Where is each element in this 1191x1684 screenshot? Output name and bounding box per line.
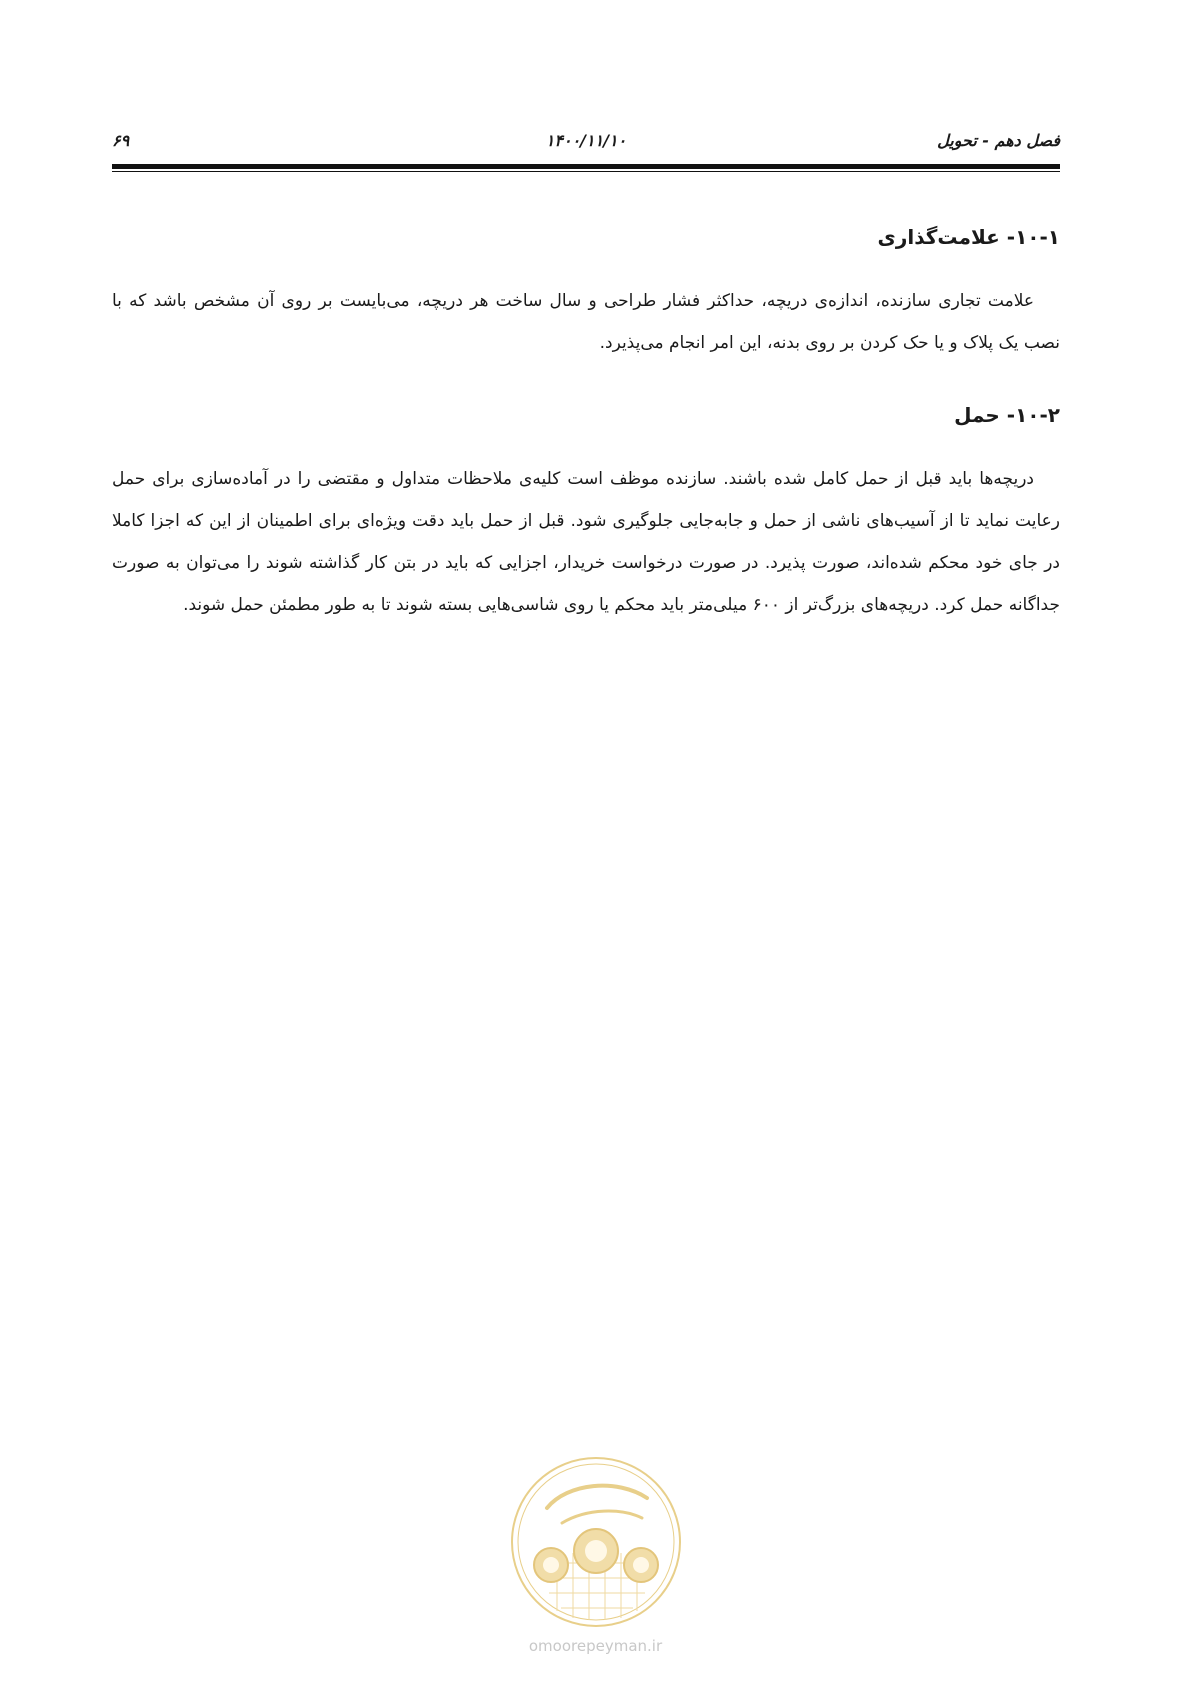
page-number: ۶۹	[112, 131, 130, 150]
section-heading-transport: ۱۰-۲- حمل	[954, 403, 1060, 427]
header-date: ۱۴۰۰/۱۱/۱۰	[545, 131, 627, 150]
chapter-title: فصل دهم - تحویل	[937, 131, 1060, 150]
section-paragraph-marking: علامت تجاری سازنده، اندازه‌ی دریچه، حداکثر فشار طراحی و سال ساخت هر دریچه، می‌بایست بر روی آن مشخص باشد که با نصب یک پلاک و یا حک کردن بر روی بدنه، این امر انجام می‌پذیرد.	[112, 291, 1060, 353]
page-header	[112, 128, 1060, 154]
main-content	[112, 200, 1060, 626]
header-rule-thin	[112, 171, 1060, 172]
watermark-seal-icon	[507, 1453, 685, 1631]
watermark-url: omoorepeyman.ir	[528, 1637, 663, 1655]
section-paragraph-transport: دریچه‌ها باید قبل از حمل کامل شده باشند. سازنده موظف است کلیه‌ی ملاحظات متداول و مقتضی را در آماده‌سازی برای حمل رعایت نماید تا از آسیب‌های ناشی از حمل و جابه‌جایی جلوگیری شود. قبل از حمل باید دقت ویژه‌ای برای اطمینان از این که اجزا کاملا در جای خود محکم شده‌اند، صورت پذیرد. در صورت درخواست خریدار، اجزایی که باید در بتن کار گذاشته شوند را می‌توان به صورت جداگانه حمل کرد. دریچه‌های بزرگ‌تر از ۶۰۰ میلی‌متر باید محکم یا روی شاسی‌هایی بسته شوند تا به طور مطمئن حمل شوند.	[112, 469, 1060, 615]
section-heading-marking: ۱۰-۱- علامت‌گذاری	[877, 225, 1060, 249]
header-rule-thick	[112, 164, 1060, 169]
watermark-logo	[507, 1453, 685, 1631]
